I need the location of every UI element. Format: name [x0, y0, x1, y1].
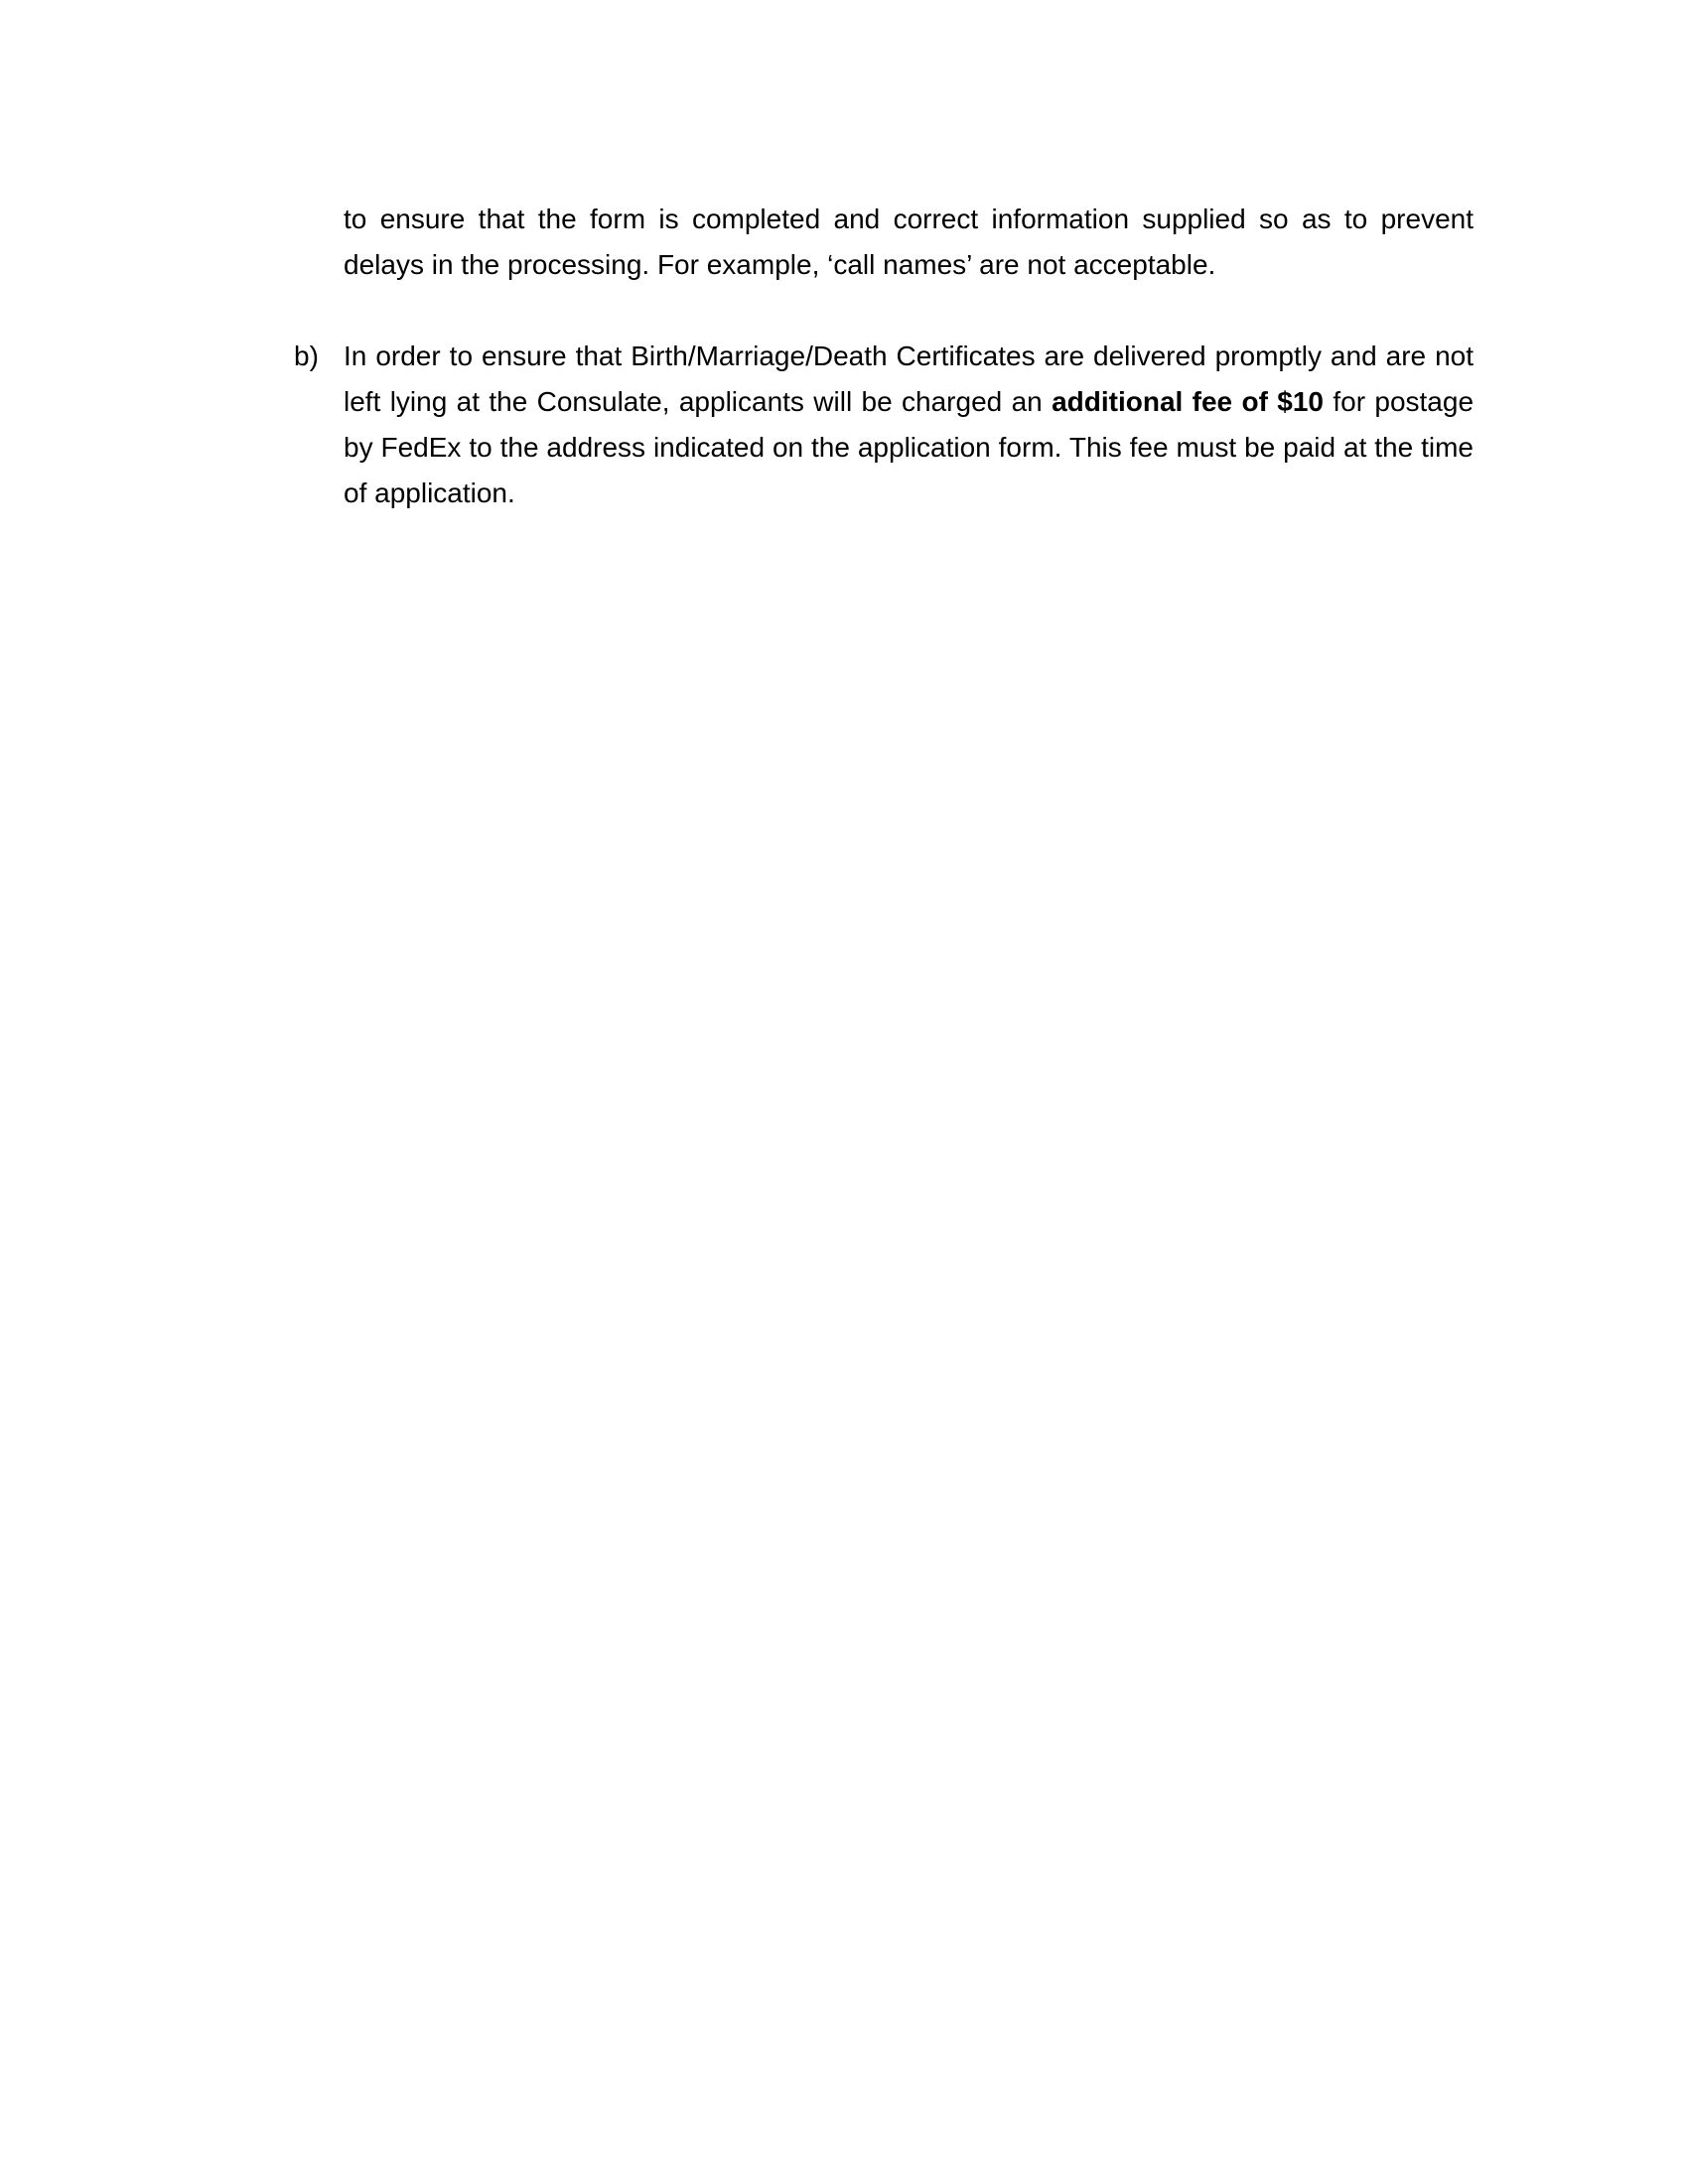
- item-b-text-start: In order to ensure that Birth/Marriage/Death Certificates are delivered promptly and are not left lying at the Consulate, applicants will be charged an: [344, 341, 1474, 417]
- item-b-bold-fee: additional fee of $10: [1052, 386, 1324, 417]
- list-marker-b: b): [294, 341, 319, 371]
- item-b-text-end: for postage by FedEx to the address indicated on the application form. This fee must be paid at the time of application.: [344, 386, 1475, 508]
- list-item-b-text: [344, 334, 1474, 516]
- continuation-paragraph: to ensure that the form is completed and correct information supplied so as to prevent delays in the processing. For example, ‘call names’ are not acceptable.: [344, 204, 1474, 280]
